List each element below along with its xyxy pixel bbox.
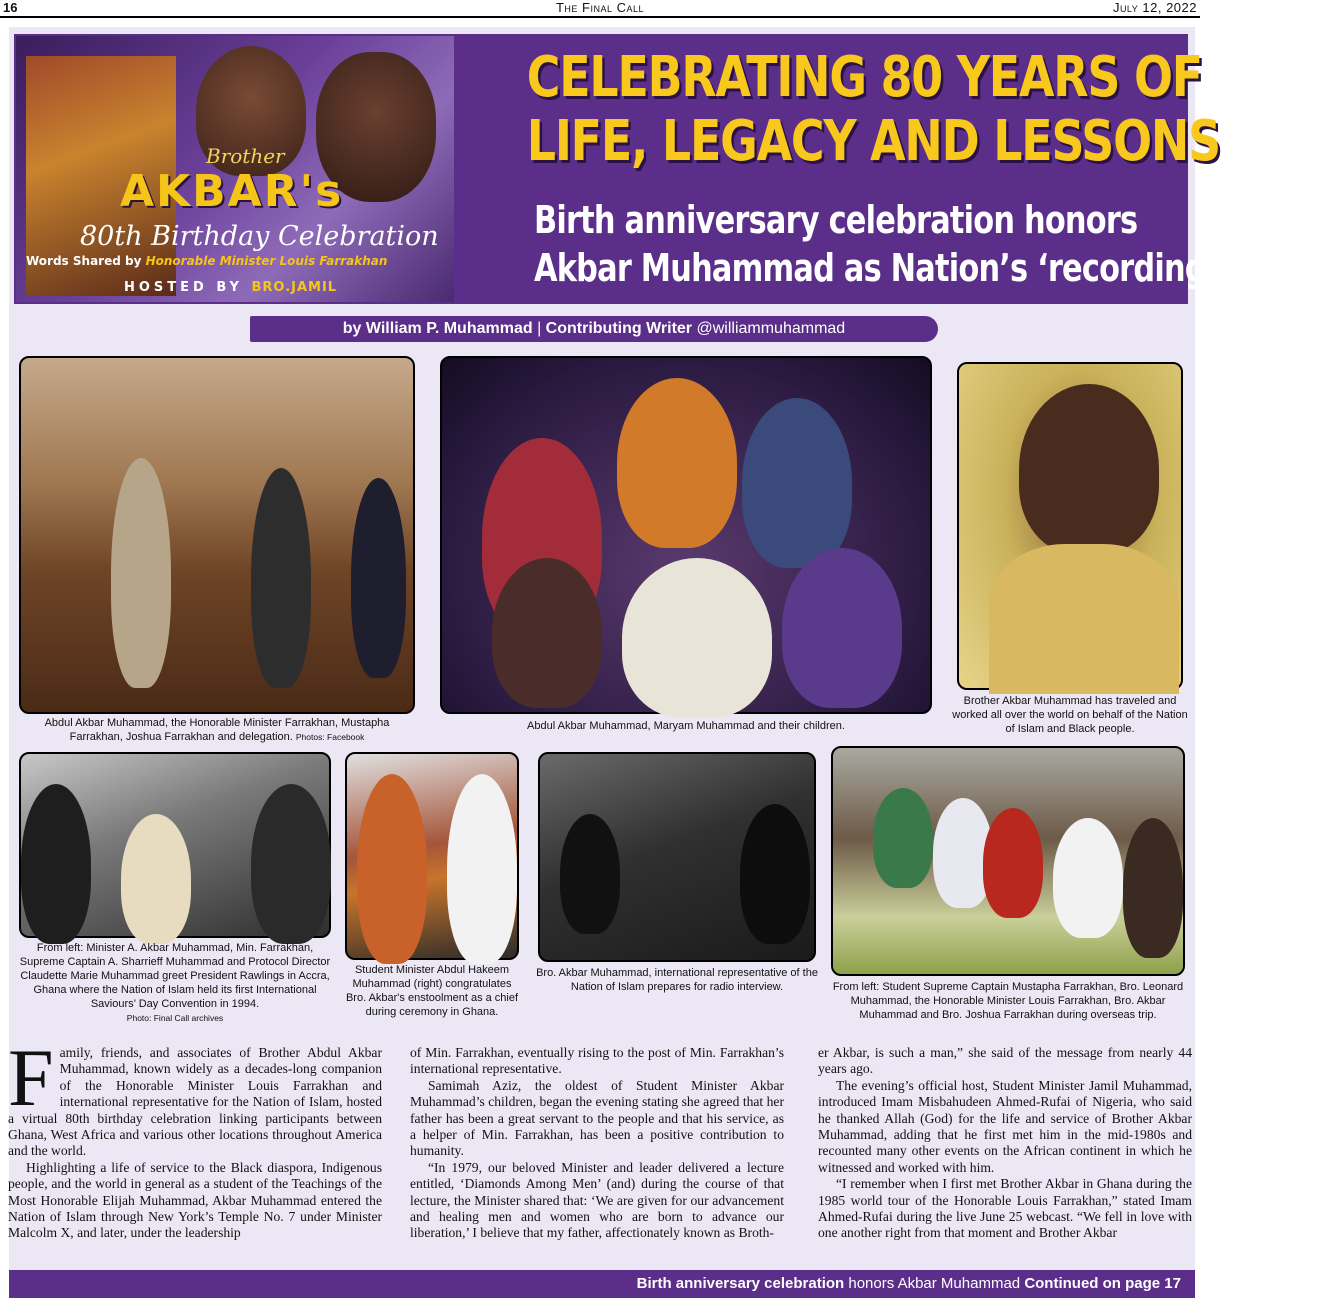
- promo-akbar: AKBAR's: [120, 166, 344, 217]
- photo-family: [440, 356, 932, 714]
- photo-delegation: [19, 356, 415, 714]
- paragraph: Samimah Aziz, the oldest of Student Minister Akbar Muhammad’s children, began the evening stating she agreed that her father has been a great servant to the people and that his service, as a helper of Min. Farrakhan, has been a positive contribution to humanity.: [410, 1077, 784, 1159]
- photo-akbar-speaking: [957, 362, 1183, 690]
- author: by William P. Muhammad: [342, 320, 533, 337]
- issue-date: July 12, 2022: [1112, 0, 1197, 15]
- paragraph: “In 1979, our beloved Minister and leader delivered a lecture entitled, ‘Diamonds Among Men’ (and) during the course of that lecture, the Minister shared that: ‘We are given for our advancement and healing men and women who are born to advance our liberation,’ I believe that my father, affectionately known as Broth-: [410, 1159, 784, 1241]
- caption-family: Abdul Akbar Muhammad, Maryam Muhammad and their children.: [527, 720, 845, 732]
- promo-graphic: [16, 36, 454, 302]
- caption-enstoolment: Student Minister Abdul Hakeem Muhammad (right) congratulates Bro. Akbar's enstoolment as a chief during ceremony in Ghana.: [345, 964, 519, 1018]
- photo-enstoolment: [345, 752, 519, 960]
- body-column-3: [818, 1045, 1192, 1242]
- promo-words: Words Shared by Honorable Minister Louis Farrakhan: [26, 254, 388, 268]
- subheadline-line-1: Birth anniversary celebration honors: [534, 198, 1138, 242]
- publication-name: The Final Call: [555, 0, 645, 15]
- caption-rawlings: From left: Minister A. Akbar Muhammad, Min. Farrakhan, Supreme Captain A. Sharrieff Muhammad and Protocol Director Claudette Marie Muhammad greet President Rawlings in Accra, Ghana where the Nation of Islam held its first International Saviours’ Day Convention in 1994. Photo: Final Call archives: [19, 942, 331, 1023]
- subheadline-line-2: Akbar Muhammad as Nation’s ‘recording angel’: [534, 246, 1317, 290]
- paragraph: “I remember when I first met Brother Akbar in Ghana during the 1985 world tour of the Honorable Louis Farrakhan,” stated Imam Ahmed-Rufai during the live June 25 webcast. “We fell in love with one another right from that moment and Brother Akbar: [818, 1176, 1192, 1241]
- paragraph: The evening’s official host, Student Minister Jamil Muhammad, introduced Imam Misbahudeen Ahmed-Rufai of Nigeria, who said he thanked Allah (God) for the life and service of Brother Akbar Muhammad, adding that he first met him in the mid-1980s and recounted many other events on the African continent in which he witnessed and worked with him.: [818, 1077, 1192, 1175]
- caption-radio-interview: Bro. Akbar Muhammad, international representative of the Nation of Islam prepares for radio interview.: [536, 967, 818, 993]
- photo-radio-interview: [538, 752, 816, 962]
- photo-rawlings: [19, 752, 331, 938]
- caption-akbar-speaking: Brother Akbar Muhammad has traveled and worked all over the world on behalf of the Nation of Islam and Black people.: [952, 695, 1188, 735]
- headline-banner: [14, 34, 1317, 304]
- headline: [526, 45, 1220, 174]
- headline-line-1: CELEBRATING 80 YEARS OF: [526, 45, 1202, 110]
- paragraph: Highlighting a life of service to the Black diaspora, Indigenous people, and the world in general as a student of the Teachings of the Most Honorable Elijah Muhammad, Akbar Muhammad entered the Nation of Islam through New York’s Temple No. 7 under Minister Malcolm X, and later, under the leadership: [8, 1159, 382, 1241]
- byline: by William P. Muhammad | Contributing Writer @williammuhammad: [250, 316, 938, 342]
- paragraph: Family, friends, and associates of Brother Abdul Akbar Muhammad, known widely as a decades-long companion of the Honorable Minister Louis Farrakhan and international representative for the Nation of Islam, hosted a virtual 80th birthday celebration linking participants between Ghana, West Africa and various other locations throughout America and the world.: [8, 1032, 382, 1159]
- continued-footer: Birth anniversary celebration honors Akbar Muhammad Continued on page 17: [9, 1270, 1195, 1298]
- caption-delegation: Abdul Akbar Muhammad, the Honorable Minister Farrakhan, Mustapha Farrakhan, Joshua Farrakhan and delegation. Photos: Facebook: [44, 717, 390, 743]
- body-column-1: [8, 1032, 382, 1242]
- author-role: Contributing Writer: [545, 320, 693, 337]
- body-column-2: [410, 1045, 784, 1242]
- author-handle: @williammuhammad: [696, 320, 846, 337]
- page-folio: [0, 0, 1200, 18]
- photo-overseas-trip: [831, 746, 1185, 976]
- subheadline: [534, 196, 1317, 292]
- caption-overseas-trip: From left: Student Supreme Captain Mustapha Farrakhan, Bro. Leonard Muhammad, the Honorable Minister Louis Farrakhan, Bro. Akbar Muhammad and Bro. Joshua Farrakhan during overseas trip.: [832, 981, 1184, 1021]
- drop-cap: F: [8, 1032, 54, 1123]
- paragraph: of Min. Farrakhan, eventually rising to the post of Min. Farrakhan’s international representative.: [410, 1045, 784, 1077]
- promo-host: HOSTED BY BRO.JAMIL: [124, 280, 338, 295]
- promo-brother: Brother: [206, 144, 285, 168]
- headline-line-2: LIFE, LEGACY AND LESSONS: [526, 109, 1220, 174]
- page-number: 16: [3, 0, 18, 15]
- promo-celebration: 80th Birthday Celebration: [80, 221, 439, 252]
- paragraph: er Akbar, is such a man,” she said of the message from nearly 44 years ago.: [818, 1045, 1192, 1077]
